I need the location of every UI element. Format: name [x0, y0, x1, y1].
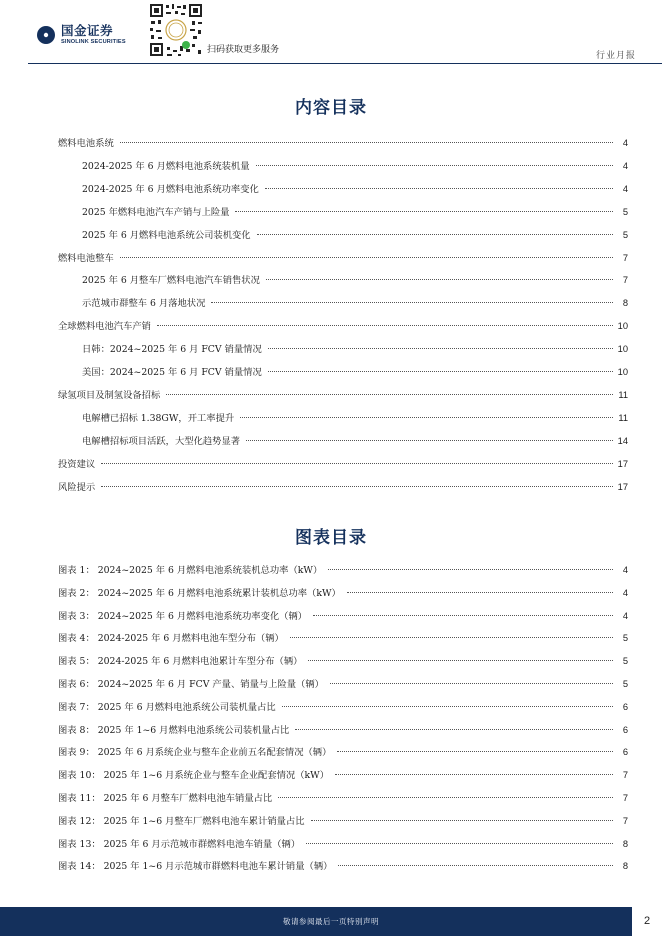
toc-entry-page: 10 — [617, 321, 628, 332]
figure-entry[interactable] — [58, 745, 628, 759]
toc-entry-title: 日韩：2024~2025 年 6 月 FCV 销量情况 — [82, 344, 262, 356]
footer-disclaimer: 敬请参阅最后一页特别声明 — [283, 917, 379, 926]
figure-entry-page: 7 — [622, 815, 628, 826]
dot-leader — [313, 614, 613, 616]
toc-entry-title: 电解槽招标项目活跃，大型化趋势显著 — [82, 435, 241, 447]
toc-entry[interactable] — [58, 434, 628, 448]
figure-entry-title: 图表 4： 2024-2025 年 6 月燃料电池车型分布（辆） — [58, 633, 284, 645]
toc-title: 内容目录 — [295, 98, 367, 118]
figure-entry-title: 图表 9： 2025 年 6 月系统企业与整车企业前五名配套情况（辆） — [58, 747, 332, 759]
dot-leader — [337, 750, 613, 752]
figure-entry-title: 图表 3： 2024~2025 年 6 月燃料电池系统功率变化（辆） — [58, 610, 308, 622]
dot-leader — [335, 773, 613, 775]
dot-leader — [311, 819, 613, 821]
toc-entry-page: 17 — [617, 458, 628, 469]
dot-leader — [306, 842, 613, 844]
toc-entry[interactable] — [58, 457, 628, 471]
dot-leader — [256, 164, 613, 166]
dot-leader — [268, 370, 613, 372]
header-divider — [28, 63, 662, 64]
figure-entry[interactable] — [58, 677, 628, 691]
figure-entry[interactable] — [58, 563, 628, 577]
figure-entry-page: 6 — [622, 747, 628, 758]
toc-entry[interactable] — [58, 342, 628, 356]
toc-entry[interactable] — [58, 228, 628, 242]
logo-english-name: SINOLINK SECURITIES — [61, 38, 126, 45]
dot-leader — [347, 591, 613, 593]
toc-entry[interactable] — [58, 411, 628, 425]
figures-title: 图表目录 — [295, 528, 367, 548]
toc-entry-title: 绿氢项目及制氢设备招标 — [58, 389, 161, 401]
figure-entry-title: 图表 5： 2024-2025 年 6 月燃料电池累计车型分布（辆） — [58, 656, 303, 668]
figure-entry-page: 8 — [622, 861, 628, 872]
dot-leader — [266, 278, 613, 280]
toc-entry-title: 燃料电池系统 — [58, 138, 114, 149]
dot-leader — [157, 324, 613, 326]
dot-leader — [338, 864, 613, 866]
toc-entry[interactable] — [58, 273, 628, 287]
toc-entry-page: 10 — [617, 367, 628, 377]
scan-service-text: 扫码获取更多服务 — [207, 45, 280, 55]
toc-entry-page: 8 — [622, 298, 628, 309]
dot-leader — [120, 141, 613, 143]
dot-leader — [290, 636, 613, 638]
figure-entry-title: 图表 2： 2024~2025 年 6 月燃料电池系统累计装机总功率（kW） — [58, 587, 341, 599]
toc-entry-title: 2025 年 6 月整车厂燃料电池汽车销售状况 — [82, 275, 260, 287]
figure-entry-page: 4 — [622, 587, 628, 598]
toc-entry-page: 10 — [617, 344, 628, 355]
toc-entry[interactable] — [58, 205, 628, 219]
dot-leader — [308, 659, 613, 661]
dot-leader — [101, 462, 613, 464]
toc-entry-title: 2024-2025 年 6 月燃料电池系统装机量 — [82, 160, 250, 172]
toc-entry-page: 11 — [618, 389, 628, 400]
dot-leader — [166, 393, 613, 395]
toc-entry-title: 示范城市群整车 6 月落地状况 — [82, 298, 206, 310]
page-number: 2 — [632, 907, 662, 936]
toc-entry-title: 2025 年燃料电池汽车产销与上险量 — [82, 206, 230, 218]
figure-entry-title: 图表 10： 2025 年 1~6 月系统企业与整车企业配套情况（kW） — [58, 770, 330, 782]
dot-leader — [328, 568, 613, 570]
figure-entry[interactable] — [58, 859, 628, 873]
figure-entry-title: 图表 1： 2024~2025 年 6 月燃料电池系统装机总功率（kW） — [58, 565, 323, 576]
figure-entry-page: 5 — [622, 679, 628, 689]
figure-entry-page: 7 — [622, 793, 628, 803]
dot-leader — [257, 233, 613, 235]
sinolink-logo-icon — [36, 25, 56, 45]
dot-leader — [330, 682, 613, 684]
toc-entry[interactable] — [58, 365, 628, 379]
toc-entry[interactable] — [58, 182, 628, 196]
toc-entry[interactable] — [58, 388, 628, 402]
toc-entry-title: 2025 年 6 月燃料电池系统公司装机变化 — [82, 229, 251, 241]
dot-leader — [265, 187, 613, 189]
toc-entry-page: 17 — [617, 481, 628, 492]
figure-entry[interactable] — [58, 814, 628, 828]
toc-entry-page: 4 — [622, 160, 628, 171]
dot-leader — [235, 210, 613, 212]
toc-entry-title: 电解槽已招标 1.38GW，开工率提升 — [82, 412, 235, 424]
toc-entry-page: 5 — [622, 229, 628, 240]
figure-entry-page: 5 — [622, 656, 628, 667]
toc-entry-title: 全球燃料电池汽车产销 — [58, 321, 151, 333]
page-footer — [0, 907, 662, 936]
figure-entry[interactable] — [58, 791, 628, 805]
figure-entry-page: 6 — [622, 724, 628, 735]
toc-entry[interactable] — [58, 319, 628, 333]
dot-leader — [120, 256, 613, 258]
dot-leader — [101, 485, 613, 487]
toc-entry[interactable] — [58, 480, 628, 494]
report-category: 行业月报 — [595, 51, 636, 61]
dot-leader — [246, 439, 613, 441]
figure-entry-title: 图表 7： 2025 年 6 月燃料电池系统公司装机量占比 — [58, 701, 276, 713]
figure-entry-title: 图表 11： 2025 年 6 月整车厂燃料电池车销量占比 — [58, 793, 273, 804]
dot-leader — [240, 416, 613, 418]
figure-entry-title: 图表 14： 2025 年 1~6 月示范城市群燃料电池车累计销量（辆） — [58, 861, 333, 873]
figure-entry[interactable] — [58, 586, 628, 600]
qr-code-icon[interactable] — [148, 2, 204, 58]
figure-entry[interactable] — [58, 837, 628, 851]
page-header — [0, 0, 662, 64]
figure-entry-page: 7 — [622, 770, 628, 781]
toc-entry-page: 14 — [617, 435, 628, 446]
figure-entry-page: 5 — [622, 633, 628, 644]
toc-entry-page: 7 — [622, 275, 628, 286]
dot-leader — [278, 796, 613, 798]
figure-entry-page: 4 — [622, 565, 628, 575]
toc-entry[interactable] — [58, 296, 628, 310]
figure-entry[interactable] — [58, 700, 628, 714]
toc-entry-page: 7 — [622, 252, 628, 263]
figure-entry-title: 图表 8： 2025 年 1~6 月燃料电池系统公司装机量占比 — [58, 724, 290, 736]
dot-leader — [295, 728, 613, 730]
figure-entry[interactable] — [58, 768, 628, 782]
toc-entry[interactable] — [58, 251, 628, 265]
toc-entry-page: 4 — [622, 138, 628, 148]
figure-entry-title: 图表 6： 2024~2025 年 6 月 FCV 产量、销量与上险量（辆） — [58, 679, 324, 690]
toc-entry-page: 5 — [622, 206, 628, 217]
figure-entry-title: 图表 12： 2025 年 1~6 月整车厂燃料电池车累计销量占比 — [58, 815, 305, 827]
figure-entry-title: 图表 13： 2025 年 6 月示范城市群燃料电池车销量（辆） — [58, 838, 301, 850]
dot-leader — [211, 301, 613, 303]
figure-entry-page: 4 — [622, 610, 628, 621]
toc-entry-title: 投资建议 — [58, 458, 96, 470]
toc-entry-page: 11 — [618, 412, 628, 423]
toc-entry[interactable] — [58, 136, 628, 150]
toc-entry[interactable] — [58, 159, 628, 173]
toc-entry-title: 美国：2024~2025 年 6 月 FCV 销量情况 — [82, 367, 262, 378]
logo-chinese-name: 国金证券 — [61, 23, 114, 38]
toc-entry-page: 4 — [622, 183, 628, 194]
toc-entry-title: 风险提示 — [58, 481, 96, 493]
toc-entry-title: 2024-2025 年 6 月燃料电池系统功率变化 — [82, 183, 259, 195]
figure-entry[interactable] — [58, 723, 628, 737]
figure-entry[interactable] — [58, 654, 628, 668]
company-logo — [36, 25, 126, 45]
figure-entry-page: 6 — [622, 701, 628, 712]
dot-leader — [268, 347, 613, 349]
figure-entry[interactable] — [58, 609, 628, 623]
toc-entry-title: 燃料电池整车 — [58, 252, 114, 264]
figure-entry-page: 8 — [622, 838, 628, 849]
figure-entry[interactable] — [58, 631, 628, 645]
dot-leader — [282, 705, 613, 707]
